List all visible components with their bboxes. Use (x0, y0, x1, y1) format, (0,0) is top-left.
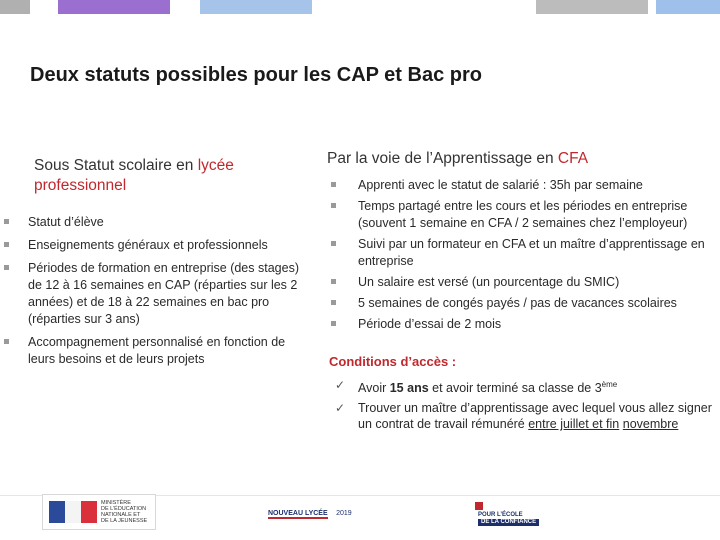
list-item: Accompagnement personnalisé en fonction de leurs besoins et de leurs projets (4, 334, 304, 368)
check-icon: ✓ (335, 378, 346, 392)
bullet-icon (4, 265, 9, 270)
conditions-title: Conditions d’accès : (329, 354, 457, 369)
logo-square-icon (475, 502, 483, 510)
check-icon: ✓ (335, 401, 346, 416)
top-bar-segment (0, 0, 30, 14)
list-item: Temps partagé entre les cours et les périodes en entreprise (souvent 1 semaine en CFA / 2 semaines chez l’employeur) (323, 198, 719, 232)
list-item: Un salaire est versé (un pourcentage du SMIC) (323, 274, 719, 291)
top-bar-segment (656, 0, 720, 14)
right-heading-accent: CFA (557, 150, 589, 167)
list-item: Statut d’élève (4, 214, 304, 231)
ecole-confiance-logo: POUR L’ÉCOLE DE LA CONFIANCE (475, 500, 569, 526)
left-heading-accent: lycée (197, 157, 234, 174)
bullet-icon (4, 242, 9, 247)
conditions-list (323, 377, 719, 436)
left-heading-accent-2: professionnel (34, 177, 127, 194)
top-bar-segment (536, 0, 648, 14)
bullet-icon (331, 182, 336, 187)
bullet-icon (4, 219, 9, 224)
nouveau-lycee-logo: NOUVEAU LYCÉE 2019 (268, 510, 352, 517)
left-heading: Sous Statut scolaire en lycée professionnel (34, 157, 234, 194)
list-item: Période d’essai de 2 mois (323, 316, 719, 333)
bullet-icon (331, 279, 336, 284)
top-bar-segment (200, 0, 312, 14)
list-item: 5 semaines de congés payés / pas de vacances scolaires (323, 295, 719, 312)
bullet-icon (331, 241, 336, 246)
list-item: Suivi par un formateur en CFA et un maître d’apprentissage en entreprise (323, 236, 719, 270)
right-bullet-list (323, 177, 719, 337)
bullet-icon (331, 300, 336, 305)
ministry-logo (42, 494, 156, 530)
slide-title: Deux statuts possibles pour les CAP et Bac pro (30, 64, 482, 86)
marianne-flag-icon (49, 501, 97, 523)
ministry-name: MINISTÈRE DE L’ÉDUCATION NATIONALE ET DE LA JEUNESSE (101, 500, 148, 524)
top-bar-segment (58, 0, 170, 14)
list-item: Enseignements généraux et professionnels (4, 237, 304, 254)
list-item: Apprenti avec le statut de salarié : 35h par semaine (323, 177, 719, 194)
list-item: ✓ Avoir 15 ans et avoir terminé sa classe de 3ème (335, 378, 618, 396)
left-bullet-list (4, 214, 304, 374)
list-item: ✓ Trouver un maître d’apprentissage avec lequel vous allez signer un contrat de travail rémunéré entre juillet et fin novembre (335, 401, 712, 432)
bullet-icon (331, 203, 336, 208)
bullet-icon (4, 339, 9, 344)
top-color-bar (0, 0, 720, 14)
list-item: Périodes de formation en entreprise (des stages) de 12 à 16 semaines en CAP (réparties sur les 2 années) et de 18 à 22 semaines en bac pro (réparties sur 3 ans) (4, 260, 304, 328)
bullet-icon (331, 321, 336, 326)
right-heading: Par la voie de l’Apprentissage en CFA (327, 150, 589, 167)
